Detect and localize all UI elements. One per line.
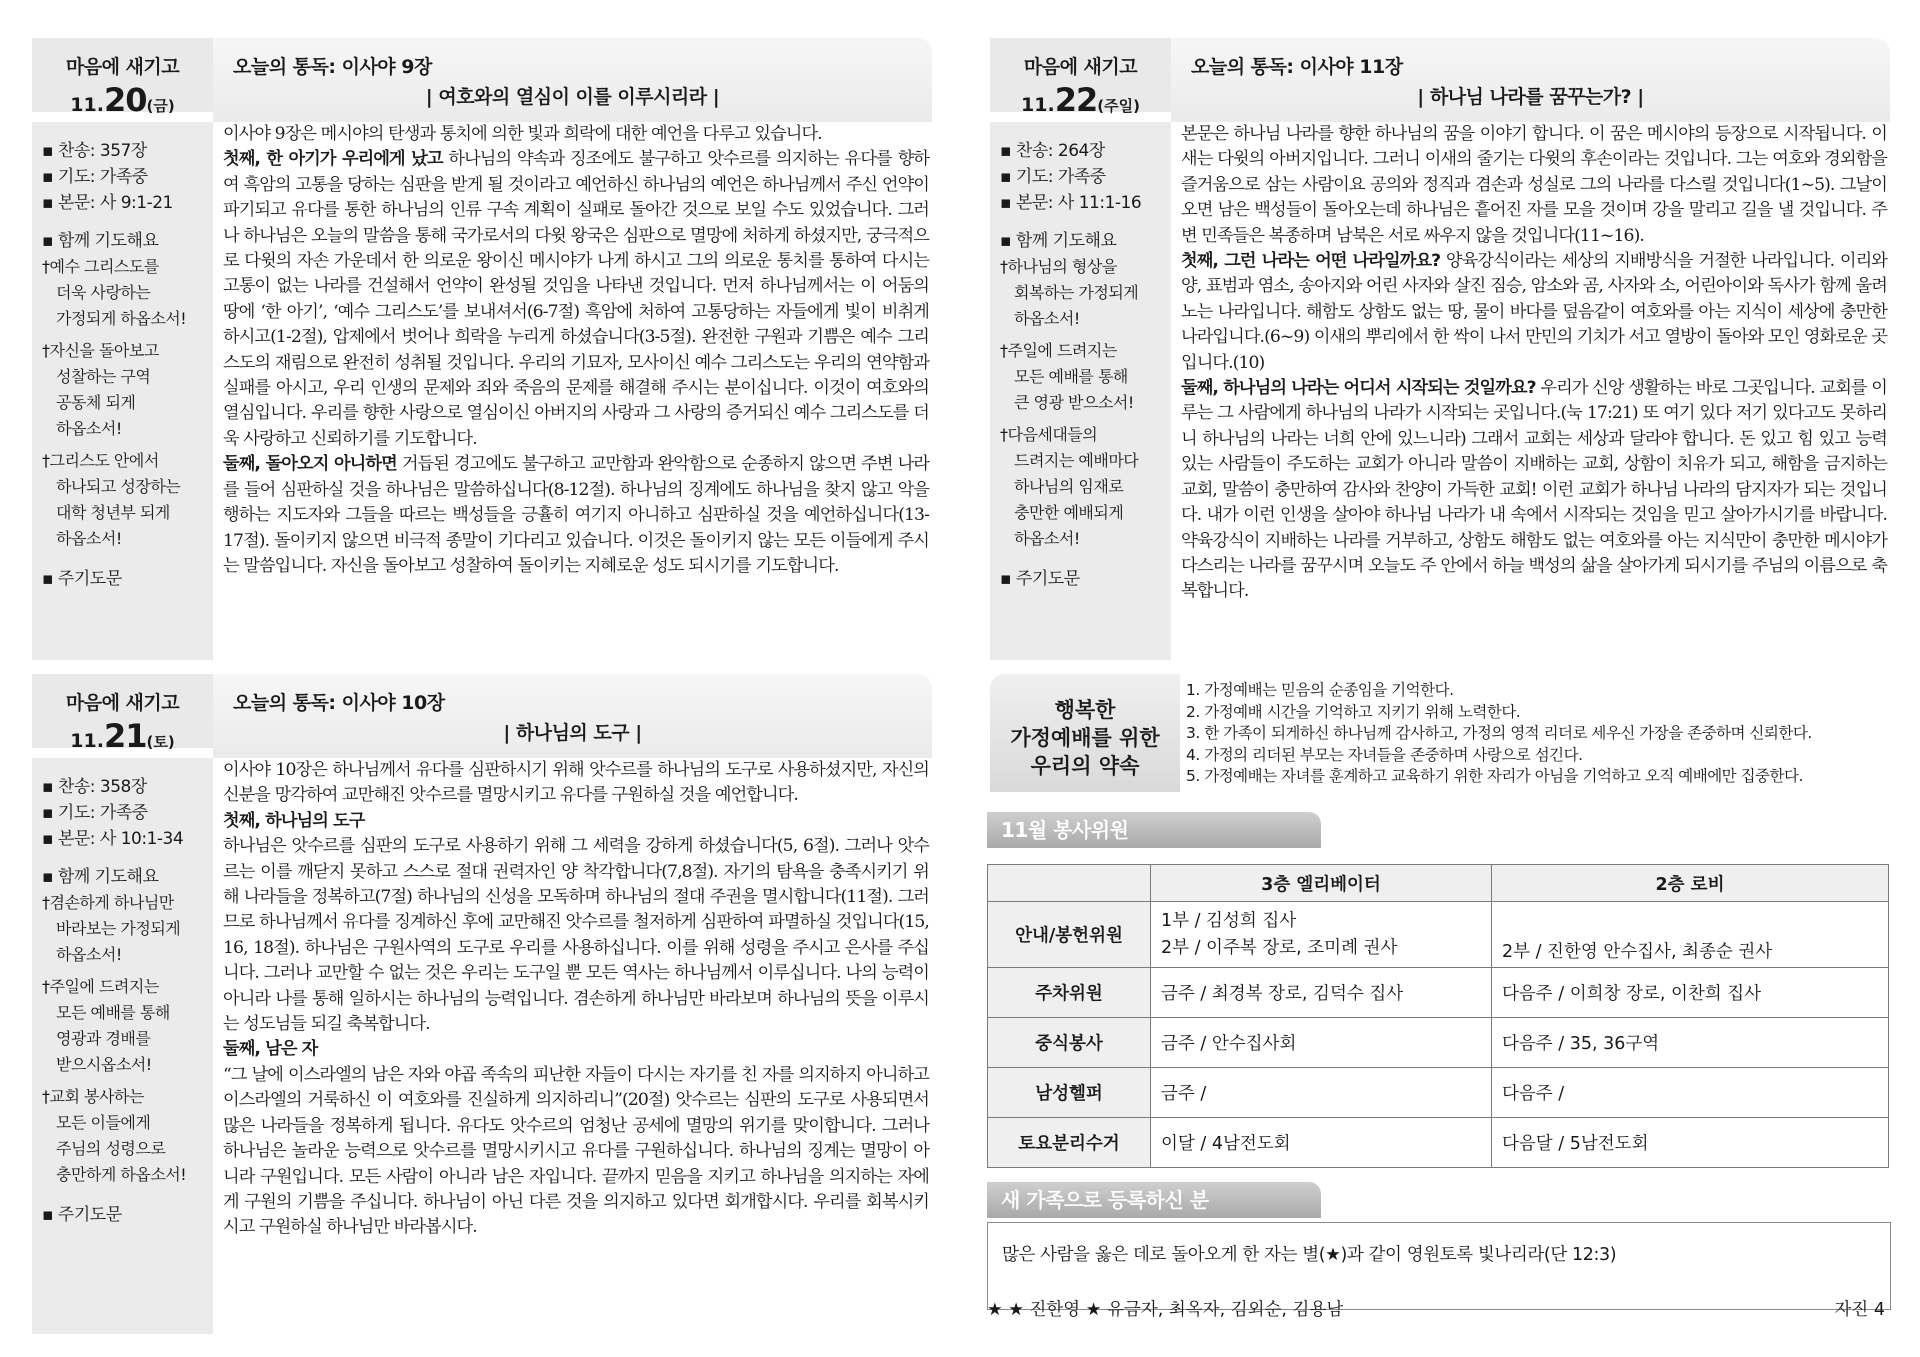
promise-list [1186, 680, 1812, 788]
remember-label: 마음에 새기고 [65, 692, 180, 714]
paragraph [1181, 376, 1887, 605]
lords-prayer: ▪ 주기도문 [1000, 569, 1080, 589]
prayer-line: 드려지는 예배마다 [1014, 451, 1139, 470]
pray-together-title: ▪ 함께 기도해요 [42, 867, 159, 887]
date-box [990, 38, 1171, 119]
devotion-panel-nov21 [32, 674, 932, 1334]
month: 11. [70, 94, 104, 116]
prayer-line: 모든 예배를 통해 [56, 1003, 170, 1022]
month: 11. [70, 730, 104, 752]
paragraph [223, 758, 929, 809]
table-cell [1151, 902, 1492, 968]
divider [1171, 112, 1890, 122]
corner-cell [988, 865, 1151, 902]
devotion-text [1181, 122, 1887, 605]
reading-header [213, 674, 932, 748]
prayer-item [42, 254, 213, 332]
prayer-info: ▪ 기도: 가족중 [1000, 167, 1106, 187]
prayer-line: †교회 봉사하는 [42, 1087, 144, 1106]
prayer-item [42, 974, 213, 1078]
weekday: (주일) [1097, 97, 1140, 115]
prayer-line: †예수 그리스도를 [42, 257, 159, 276]
day: 20 [103, 81, 147, 119]
service-table [987, 864, 1889, 1168]
table-cell: 다음달 / 5남전도회 [1492, 1118, 1889, 1168]
cell-text: 2부 / 진한영 안수집사, 최종순 권사 [1502, 942, 1773, 962]
lords-prayer: ▪ 주기도문 [42, 1205, 122, 1225]
prayer-line: 하나되고 성장하는 [56, 477, 181, 496]
pray-together-title: ▪ 함께 기도해요 [42, 231, 159, 251]
date-text [990, 81, 1171, 119]
divider [213, 748, 932, 758]
table-cell: 다음주 / [1492, 1068, 1889, 1118]
paragraph-text: 거듭된 경고에도 불구하고 교만함과 완악함으로 순종하지 않으면 주변 나라를 들어 심판하실 것을 하나님은 말씀하십니다(8-12절). 하나님의 징계에도 하나님을 찾지 않고 악을 행하는 지도자와 그들을 따르는 백성들을 긍휼히 여기지 아니하고 심판하실 것을 예언하십니다(13-17절). 돌이키지 않으면 비극적 종말이 기다리고 있습니다. 이것은 돌이키지 않는 모든 이들에게 주시는 말씀입니다. 자신을 돌아보고 성찰하여 돌이키는 지혜로운 성도 되시기를 기도합니다. [223, 454, 929, 576]
new-family-section-title: 새 가족으로 등록하신 분 [987, 1182, 1321, 1218]
prayer-line: †주일에 드려지는 [1000, 341, 1117, 360]
month: 11. [1021, 94, 1055, 116]
prayer-line: †주일에 드려지는 [42, 977, 159, 996]
prayer-line: 충만한 예배되게 [1014, 503, 1124, 522]
row-label: 토요분리수거 [988, 1118, 1151, 1168]
prayer-info: ▪ 기도: 가족중 [42, 167, 148, 187]
prayer-line: 모든 예배를 통해 [1014, 367, 1128, 386]
prayer-line: 모든 이들에게 [56, 1113, 151, 1132]
paragraph-text: 이사야 10장은 하나님께서 유다를 심판하시기 위해 앗수르를 하나님의 도구로 사용하셨지만, 자신의 신분을 망각하여 교만해진 앗수르를 멸망시키고 유다를 구원하실 것을 예언합니다. [223, 760, 929, 806]
panel-header [32, 38, 932, 119]
promise-title [990, 674, 1180, 792]
paragraph [223, 452, 929, 579]
paragraph-text: 양육강식이라는 세상의 지배방식을 거절한 나라입니다. 이리와 양, 표범과 염소, 송아지와 어린 사자와 살진 짐승, 암소와 곰, 사자와 소, 어린아이와 독사가 함께 울려 노는 나라입니다. 해함도 상함도 없는 땅, 물이 바다를 덮음같이 여호와를 아는 지식이 세상에 충만한 나라입니다.(6~9) 이새의 뿌리에서 한 싹이 나서 만민의 기치가 서고 열방이 돌아와 모인 영화로운 곳입니다.(10) [1181, 251, 1887, 373]
prayer-list [990, 254, 1171, 552]
prayer-line: 받으시옵소서! [56, 1055, 152, 1074]
paragraph-text: 하나님의 약속과 징조에도 불구하고 앗수르를 의지하는 유다를 향하여 흑암의 고통을 당하는 심판을 받게 될 것이라고 예언하신 하나님의 예언은 하나님께서 주신 언약이 파기되고 유다를 통한 하나님의 인류 구속 계획이 실패로 돌아간 것으로 보일 수도 있었습니다. 그러나 하나님은 오늘의 말씀을 통해 국가로서의 다윗 왕국은 심판으로 멸망에 처하게 하셨지만, 궁극적으로 다윗의 자손 가운데서 한 의로운 왕이신 메시야가 나게 하시고 그의 의로운 통치를 통하여 다시는 고통이 없는 나라를 건설해서 언약이 완성될 것임을 나타낸 것입니다. 먼저 하나님께서는 이 어둠의 땅에 ‘한 아기’, ‘예수 그리스도’를 보내셔서(6-7절) 흑암에 처하여 고통당하는 자들에게 빛이 비취게 하시고(1-2절), 압제에서 벗어나 희락을 누리게 하셨습니다(3-5절). 완전한 구원과 기쁨은 예수 그리스도의 재림으로 완전히 성취될 것입니다. 우리의 기묘자, 모사이신 예수 그리스도는 우리의 연약함과 실패를 아시고, 우리 인생의 문제와 죄와 죽음의 문제를 해결해 주시는 분이십니다. 이것이 여호와의 열심입니다. 우리를 향한 사랑으로 열심이신 아버지의 사랑과 그 사랑의 증거되신 예수 그리스도를 더욱 사랑하고 신뢰하기를 기도합니다. [223, 149, 930, 449]
cell-line: 1부 / 김성희 집사 [1161, 910, 1297, 931]
prayer-line: †다음세대들의 [1000, 425, 1098, 444]
prayer-line: 대학 청년부 되게 [56, 503, 170, 522]
reading-title: 오늘의 통독: 이사야 11장 [1191, 56, 1403, 78]
row-label: 중식봉사 [988, 1018, 1151, 1068]
table-cell: 금주 / 안수집사회 [1151, 1018, 1492, 1068]
prayer-line: 성찰하는 구역 [56, 367, 151, 386]
prayer-item [42, 890, 213, 968]
paragraph [223, 809, 929, 834]
promise-item: 3. 한 가족이 되게하신 하나님께 감사하고, 가정의 영적 리더로 세우신 가장을 존중하며 신뢰한다. [1186, 724, 1812, 742]
paragraph-text: 우리가 신앙 생활하는 바로 그곳입니다. 교회를 이루는 그 사람에게 하나님의 나라가 시작되는 곳입니다.(눅 17:21) 또 여기 있다 저기 있다고도 못하리니 하나님의 나라는 너희 안에 있느니라) 그래서 교회는 세상과 달라야 합니다. 돈 있고 힘 있고 능력 있는 사람들이 주도하는 교회가 아니라 말씀이 지배하는 교회, 상함이 치유가 되고, 해함을 금지하는 교회, 말씀이 충만하여 감사와 찬양이 가득한 교회! 이런 교회가 하나님 나라의 담지자가 되는 것입니다. 내가 이런 인생을 살아야 하나님 나라가 내 속에서 시작되는 것임을 믿고 살아가시기를 바랍니다. 약육강식이 지배하는 나라를 거부하고, 상함도 해함도 없는 여호와를 아는 지식만이 충만한 메시야가 다스리는 나라를 꿈꾸시며 오늘도 주 안에서 하늘 백성의 삶을 살아가게 되시기를 주님의 이름으로 축복합니다. [1181, 378, 1887, 602]
table-cell: 이달 / 4남전도회 [1151, 1118, 1492, 1168]
scripture-info: ▪ 본문: 사 9:1-21 [42, 193, 173, 213]
promise-title-line: 우리의 약속 [1030, 754, 1140, 778]
prayer-line: 하나님의 임재로 [1014, 477, 1124, 496]
prayer-line: 하옵소서! [56, 419, 122, 438]
remember-label: 마음에 새기고 [65, 56, 180, 78]
service-section-title: 11월 봉사위원 [987, 812, 1321, 848]
prayer-item [42, 448, 213, 552]
col-header: 2층 로비 [1492, 865, 1889, 902]
table-cell: 금주 / 최경복 장로, 김덕수 집사 [1151, 968, 1492, 1018]
prayer-line: 하옵소서! [1014, 309, 1080, 328]
paragraph [223, 1063, 929, 1241]
prayer-line: 충만하게 하옵소서! [56, 1165, 187, 1184]
registration-count: 자진 4 [1834, 1300, 1885, 1320]
prayer-line: 하옵소서! [56, 529, 122, 548]
prayer-item [42, 1084, 213, 1188]
row-label: 남성헬퍼 [988, 1068, 1151, 1118]
new-family-names [987, 1296, 1889, 1321]
panel-header [990, 38, 1890, 119]
weekday: (금) [146, 97, 175, 115]
scripture-info: ▪ 본문: 사 10:1-34 [42, 829, 184, 849]
prayer-line: †자신을 돌아보고 [42, 341, 159, 360]
promise-item: 2. 가정예배 시간을 기억하고 지키기 위해 노력한다. [1186, 702, 1521, 721]
scripture-info: ▪ 본문: 사 11:1-16 [1000, 193, 1142, 213]
pray-together-title: ▪ 함께 기도해요 [1000, 231, 1117, 251]
prayer-line: 더욱 사랑하는 [56, 283, 151, 302]
paragraph [223, 834, 929, 1037]
divider [213, 112, 932, 122]
row-label: 주차위원 [988, 968, 1151, 1018]
table-cell [1492, 902, 1889, 968]
sidebar [32, 758, 213, 1334]
prayer-line: 영광과 경배를 [56, 1029, 151, 1048]
weekday: (토) [146, 733, 175, 751]
devotion-text [223, 122, 929, 579]
paragraph-text: 이사야 9장은 메시야의 탄생과 통치에 의한 빛과 희락에 대한 예언을 다루고 있습니다. [223, 124, 822, 144]
paragraph-heading: 첫째, 한 아기가 우리에게 났고 [223, 149, 443, 170]
prayer-info: ▪ 기도: 가족중 [42, 803, 148, 823]
remember-label: 마음에 새기고 [1023, 56, 1138, 78]
promise-title-line: 행복한 [1054, 698, 1116, 722]
date-text [32, 81, 213, 119]
paragraph [223, 147, 929, 452]
reading-title: 오늘의 통독: 이사야 10장 [233, 692, 445, 714]
sidebar [32, 122, 213, 660]
prayer-item [1000, 338, 1171, 416]
paragraph [223, 1037, 929, 1062]
paragraph [1181, 249, 1887, 376]
theme-title: | 여호와의 열심이 이를 이루시리라 | [425, 86, 720, 108]
scripture-verse: 많은 사람을 옳은 데로 돌아오게 한 자는 별(★)과 같이 영원토록 빛나리라(단 12:3) [1002, 1245, 1617, 1265]
prayer-line: †겸손하게 하나님만 [42, 893, 174, 912]
date-box [32, 38, 213, 119]
devotion-panel-nov22 [990, 38, 1890, 660]
family-worship-promise [990, 674, 1890, 792]
sidebar [990, 122, 1171, 660]
cell-line: 2부 / 이주복 장로, 조미례 권사 [1161, 937, 1398, 958]
prayer-item [1000, 254, 1171, 332]
table-cell: 다음주 / 이희창 장로, 이찬희 집사 [1492, 968, 1889, 1018]
devotion-text [223, 758, 929, 1241]
hymn-info: ▪ 찬송: 357장 [42, 141, 147, 161]
prayer-line: 큰 영광 받으소서! [1014, 393, 1134, 412]
reading-header [1171, 38, 1890, 112]
promise-title-line: 가정예배를 위한 [1010, 726, 1160, 750]
prayer-line: †그리스도 안에서 [42, 451, 159, 470]
paragraph [223, 122, 929, 147]
paragraph-heading: 둘째, 돌아오지 아니하면 [223, 454, 397, 475]
prayer-line: 공동체 되게 [56, 393, 136, 412]
paragraph-heading: 첫째, 그런 나라는 어떤 나라일까요? [1181, 251, 1441, 272]
paragraph-text: “그 날에 이스라엘의 남은 자와 야곱 족속의 피난한 자들이 다시는 자기를 친 자를 의지하지 아니하고 이스라엘의 거룩하신 이 여호와를 진실하게 의지하리니”(20절) 앗수르는 심판의 도구로 사용되면서 많은 나라들을 정복하게 됩니다. 유다도 앗수르의 엄청난 공세에 멸망의 위기를 맞이합니다. 그러나 하나님은 놀라운 능력으로 앗수르를 멸망시키시고 유다를 구원하십니다. 하나님의 징계는 멸망이 아니라 구원입니다. 모든 사람이 아니라 남은 자입니다. 끝까지 믿음을 지키고 하나님을 의지하는 자에게 구원의 기쁨을 주십니다. 하나님이 아닌 다른 것을 의지하고 있다면 회개합시다. 우리를 회복시키시고 구원하실 하나님만 바라봅시다. [223, 1064, 929, 1238]
date-box [32, 674, 213, 755]
paragraph-heading: 첫째, 하나님의 도구 [223, 810, 365, 831]
reading-title: 오늘의 통독: 이사야 9장 [233, 56, 432, 78]
prayer-list [32, 254, 213, 552]
col-header: 3층 엘리베이터 [1151, 865, 1492, 902]
paragraph-heading: 둘째, 하나님의 나라는 어디서 시작되는 것일까요? [1181, 378, 1536, 399]
prayer-line: 바라보는 가정되게 [56, 919, 181, 938]
prayer-list [32, 890, 213, 1188]
paragraph [1181, 122, 1887, 249]
hymn-info: ▪ 찬송: 264장 [1000, 141, 1105, 161]
prayer-item [42, 338, 213, 442]
table-cell: 다음주 / 35, 36구역 [1492, 1018, 1889, 1068]
theme-title: | 하나님의 도구 | [503, 722, 642, 744]
prayer-line: 하옵소서! [1014, 529, 1080, 548]
date-text [32, 717, 213, 755]
panel-header [32, 674, 932, 755]
hymn-info: ▪ 찬송: 358장 [42, 777, 147, 797]
paragraph-text: 하나님은 앗수르를 심판의 도구로 사용하기 위해 그 세력을 강하게 하셨습니다(5, 6절). 그러나 앗수르는 이를 깨닫지 못하고 스스로 절대 권력자인 양 착각합니다(7,8절). 자기의 탐욕을 충족시키기 위해 나라들을 정복하고(7절) 하나님의 신성을 모독하며 하나님의 절대 주권을 멸시합니다(11절). 그러므로 하나님께서 유다를 징계하신 후에 교만해진 앗수르를 철저하게 심판하여 파멸하실 것입니다(15, 16, 18절). 하나님은 구원사역의 도구로 우리를 사용하십니다. 이를 위해 성령을 주시고 은사를 주십니다. 그러나 교만할 수 없는 것은 우리는 도구일 뿐 모든 역사는 하나님께서 이루십니다. 나의 능력이 아니라 나를 통해 일하시는 하나님의 능력입니다. 겸손하게 하나님만 바라보며 하나님의 뜻을 이루시는 성도님들 되길 축복합니다. [223, 836, 929, 1035]
promise-item: 1. 가정예배는 믿음의 순종임을 기억한다. [1186, 681, 1454, 699]
reading-header [213, 38, 932, 112]
day: 21 [103, 717, 147, 755]
theme-title: | 하나님 나라를 꿈꾸는가? | [1417, 86, 1644, 108]
prayer-line: †하나님의 형상을 [1000, 257, 1117, 276]
devotion-panel-nov20 [32, 38, 932, 660]
table-cell: 금주 / [1151, 1068, 1492, 1118]
names-text: ★ ★ 진한영 ★ 유금자, 최옥자, 김외순, 김용남 [987, 1300, 1344, 1320]
lords-prayer: ▪ 주기도문 [42, 569, 122, 589]
prayer-line: 회복하는 가정되게 [1014, 283, 1139, 302]
promise-item: 5. 가정예배는 자녀를 훈계하고 교육하기 위한 자리가 아님을 기억하고 오직 예배에만 집중한다. [1186, 767, 1803, 785]
prayer-line: 주님의 성령으로 [56, 1139, 166, 1158]
prayer-line: 가정되게 하옵소서! [56, 309, 187, 328]
day: 22 [1054, 81, 1098, 119]
row-label: 안내/봉헌위원 [988, 902, 1151, 968]
prayer-item [1000, 422, 1171, 552]
promise-item: 4. 가정의 리더된 부모는 자녀들을 존중하며 사랑으로 섬긴다. [1186, 745, 1583, 764]
paragraph-text: 본문은 하나님 나라를 향한 하나님의 꿈을 이야기 합니다. 이 꿈은 메시야의 등장으로 시작됩니다. 이새는 다윗의 아버지입니다. 그러니 이새의 줄기는 다윗의 후손이라는 것입니다. 그는 여호와 경외함을 즐거움으로 삼는 사람이요 공의와 정직과 겸손과 성실로 그의 나라를 다스릴 것입니다(1~5). 그날이 오면 남은 백성들이 돌아오는데 하나님은 흩어진 자를 모을 것이며 강을 말리고 길을 낼 것입니다. 주변 민족들은 복종하며 남북은 서로 싸우지 않을 것입니다(11~16). [1181, 124, 1887, 246]
paragraph-heading: 둘째, 남은 자 [223, 1039, 318, 1060]
prayer-line: 하옵소서! [56, 945, 122, 964]
